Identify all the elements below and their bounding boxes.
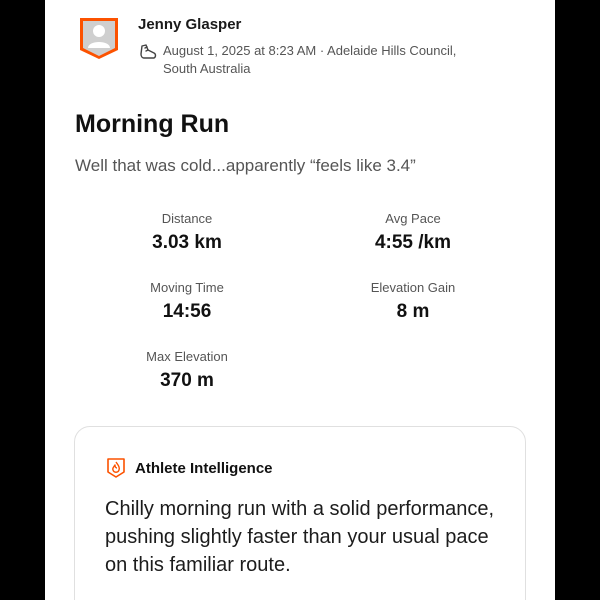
stat-distance <box>87 211 287 254</box>
athlete-intelligence-heading: Athlete Intelligence <box>135 460 273 477</box>
activity-detail-page <box>45 0 555 600</box>
stat-label: Moving Time <box>150 280 224 295</box>
athlete-name[interactable]: Jenny Glasper <box>138 16 242 33</box>
athlete-intelligence-summary: Chilly morning run with a solid performance, pushing slightly faster than your usual pace on this familiar route. <box>105 498 495 576</box>
stat-value: 8 m <box>396 301 430 322</box>
stat-max-elevation <box>87 349 287 392</box>
avatar[interactable] <box>78 16 120 60</box>
stat-value: 14:56 <box>162 301 212 322</box>
stat-label: Max Elevation <box>146 349 228 364</box>
running-shoe-icon <box>138 42 158 62</box>
athlete-intelligence-flame-icon <box>106 457 126 479</box>
stat-value: 4:55 /km <box>374 232 452 253</box>
stat-elevation-gain <box>313 280 513 323</box>
stat-value: 370 m <box>160 370 214 391</box>
athlete-intelligence-card[interactable] <box>74 426 526 600</box>
stat-avg-pace <box>313 211 513 254</box>
stat-label: Avg Pace <box>385 211 441 226</box>
activity-title: Morning Run <box>75 110 230 138</box>
stat-value: 3.03 km <box>152 232 222 253</box>
activity-date-location: August 1, 2025 at 8:23 AM · Adelaide Hills Council, South Australia <box>163 43 457 76</box>
stat-moving-time <box>87 280 287 323</box>
activity-description: Well that was cold...apparently “feels like 3.4” <box>75 156 416 175</box>
stat-label: Distance <box>161 211 213 226</box>
stat-label: Elevation Gain <box>370 280 456 295</box>
